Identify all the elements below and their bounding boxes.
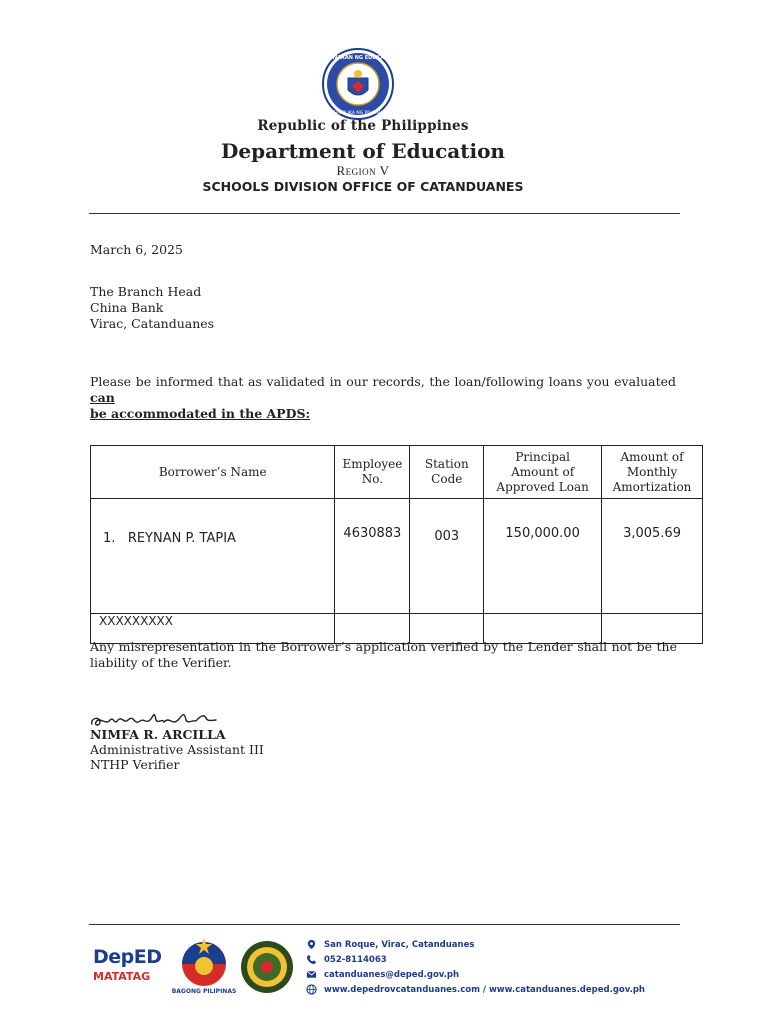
header-line: Amortization (612, 479, 692, 494)
contact-address-row (306, 937, 645, 952)
signer-role: NTHP Verifier (90, 757, 180, 772)
station-code-cell: 003 (410, 499, 484, 614)
globe-icon (306, 984, 317, 995)
header-line: Station (424, 457, 469, 471)
header-line: No. (361, 472, 384, 486)
header-principal (484, 446, 602, 499)
header-line: Monthly (626, 464, 678, 479)
contact-phone: 052-8114063 (324, 954, 387, 965)
employee-no-cell: 4630883 (335, 499, 410, 614)
bagong-pilipinas-text: BAGONG PILIPINAS (171, 988, 237, 995)
header-divider (89, 213, 680, 214)
principal-cell: 150,000.00 (484, 499, 602, 614)
closing-marker-cell: XXXXXXXXX (91, 614, 335, 644)
sdo-seal-icon (240, 940, 294, 994)
header-line: Amount of (620, 449, 684, 464)
contact-email-row (306, 967, 645, 982)
recipient-line: China Bank (90, 300, 164, 315)
header-station-code (410, 446, 484, 499)
contact-website-row (306, 982, 645, 997)
email-icon (306, 969, 317, 980)
loan-table (90, 445, 703, 644)
department-title: Department of Education (221, 139, 505, 163)
phone-icon (306, 954, 317, 965)
recipient-block (90, 284, 214, 332)
signer-name: NIMFA R. ARCILLA (90, 727, 226, 742)
table-row (91, 499, 703, 614)
intro-text: Please be informed that as validated in our records, the loan/following loans you evaluated (90, 374, 676, 389)
contact-phone-row (306, 952, 645, 967)
contact-block (306, 937, 645, 997)
header-borrower-name: Borrower’s Name (91, 446, 335, 499)
header-line: Amount of (511, 464, 575, 479)
recipient-line: The Branch Head (90, 284, 202, 299)
footer-divider (89, 924, 680, 925)
recipient-line: Virac, Catanduanes (90, 316, 215, 331)
intro-paragraph (90, 374, 676, 422)
header-line: Employee (342, 457, 403, 471)
intro-emphasis: be accommodated in the APDS: (90, 406, 311, 421)
deped-seal-icon (316, 48, 400, 120)
borrower-name-cell (91, 499, 335, 614)
contact-email[interactable]: catanduanes@deped.gov.ph (324, 969, 460, 980)
contact-website[interactable]: www.depedrovcatanduanes.com / www.catanduanes.deped.gov.ph (324, 984, 645, 995)
deped-matatag-logo (93, 940, 163, 998)
contact-address: San Roque, Virac, Catanduanes (324, 939, 475, 950)
region-label: Region V (336, 163, 390, 178)
row-index: 1. (103, 531, 116, 546)
header-line: Approved Loan (496, 479, 589, 494)
borrower-name: REYNAN P. TAPIA (127, 531, 236, 546)
table-header-row (91, 446, 703, 499)
republic-heading: Republic of the Philippines (257, 118, 469, 134)
location-pin-icon (306, 939, 317, 950)
office-name: SCHOOLS DIVISION OFFICE OF CATANDUANES (202, 179, 524, 194)
header-line: Principal (515, 449, 570, 464)
signer-position: Administrative Assistant III (90, 742, 264, 757)
intro-emphasis: can (90, 390, 115, 405)
header-amortization (602, 446, 703, 499)
header-employee-no (335, 446, 410, 499)
deped-logo-text: DepED (93, 946, 162, 968)
disclaimer-paragraph: Any misrepresentation in the Borrower’s application verified by the Lender shall not be the liability of the Verifier. (90, 639, 677, 670)
seal-text-bottom: REPUBLIKA NG PILIPINAS (330, 111, 386, 116)
bagong-pilipinas-icon (174, 936, 234, 988)
matatag-logo-text: MATATAG (93, 970, 151, 983)
letter-date: March 6, 2025 (90, 242, 183, 257)
amortization-cell: 3,005.69 (602, 499, 703, 614)
header-line: Code (431, 472, 463, 486)
seal-text-top: KAGAWARAN NG EDUKASYON (316, 55, 400, 61)
